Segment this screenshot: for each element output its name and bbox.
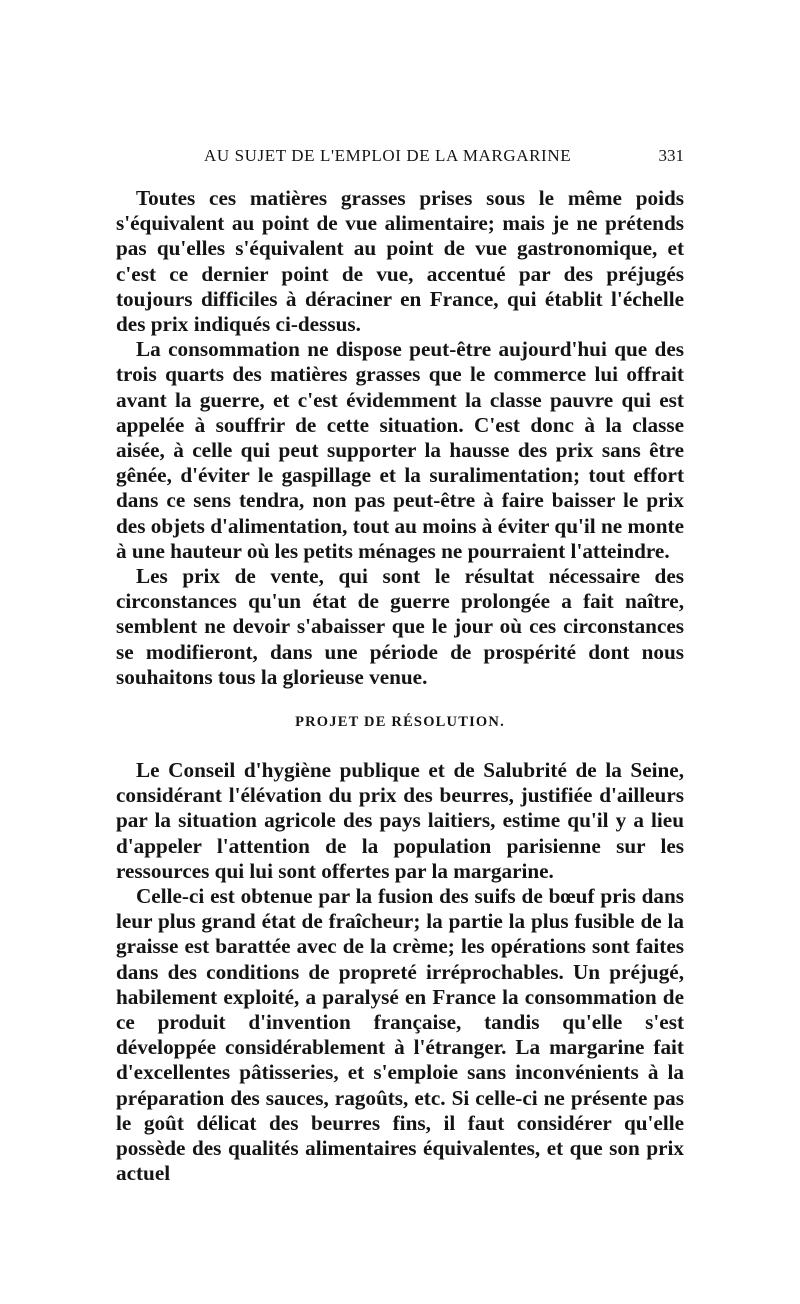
paragraph: Toutes ces matières grasses prises sous le même poids s'équivalent au point de vue alimentaire; mais je ne prétends pas qu'elles s'équivalent au point de vue gastronomique, et c'est ce dernier point de vue, accentué par des préjugés toujours difficiles à déraciner en France, qui établit l'échelle des prix indiqués ci-dessus. [116,186,684,337]
text-block-top [116,186,684,690]
paragraph: Les prix de vente, qui sont le résultat nécessaire des circonstances qu'un état de guerre prolongée a fait naître, semblent ne devoir s'abaisser que le jour où ces circonstances se modifieront, dans une période de prospérité dont nous souhaitons tous la glorieuse venue. [116,564,684,689]
page-number: 331 [658,146,684,165]
paragraph: Le Conseil d'hygiène publique et de Salubrité de la Seine, considérant l'élévation du prix des beurres, justifiée d'ailleurs par la situation agricole des pays laitiers, estime qu'il y a lieu d'appeler l'attention de la population parisienne sur les ressources qui lui sont offertes par la margarine. [116,758,684,883]
running-head [118,146,684,170]
paragraph: La consommation ne dispose peut-être aujourd'hui que des trois quarts des matières grasses que le commerce lui offrait avant la guerre, et c'est évidemment la classe pauvre qui est appelée à souffrir de cette situation. C'est donc à la classe aisée, à celle qui peut supporter la hausse des prix sans être gênée, d'éviter le gaspillage et la suralimentation; tout effort dans ce sens tendra, non pas peut-être à faire baisser le prix des objets d'alimentation, tout au moins à éviter qu'il ne monte à une hauteur où les petits ménages ne pourraient l'atteindre. [116,337,684,563]
text-block-bottom [116,758,684,1186]
paragraph: Celle-ci est obtenue par la fusion des suifs de bœuf pris dans leur plus grand état de fraîcheur; la partie la plus fusible de la graisse est barattée avec de la crème; les opérations sont faites dans des conditions de propreté irréprochables. Un préjugé, habilement exploité, a paralysé en France la consommation de ce produit d'invention française, tandis qu'elle s'est développée considérablement à l'étranger. La margarine fait d'excellentes pâtisseries, et s'emploie sans inconvénients à la préparation des sauces, ragoûts, etc. Si celle-ci ne présente pas le goût délicat des beurres fins, il faut considérer qu'elle possède des qualités alimentaires équivalentes, et que son prix actuel [116,884,684,1186]
section-heading: PROJET DE RÉSOLUTION. [295,714,505,730]
running-title: AU SUJET DE L'EMPLOI DE LA MARGARINE [204,146,572,165]
